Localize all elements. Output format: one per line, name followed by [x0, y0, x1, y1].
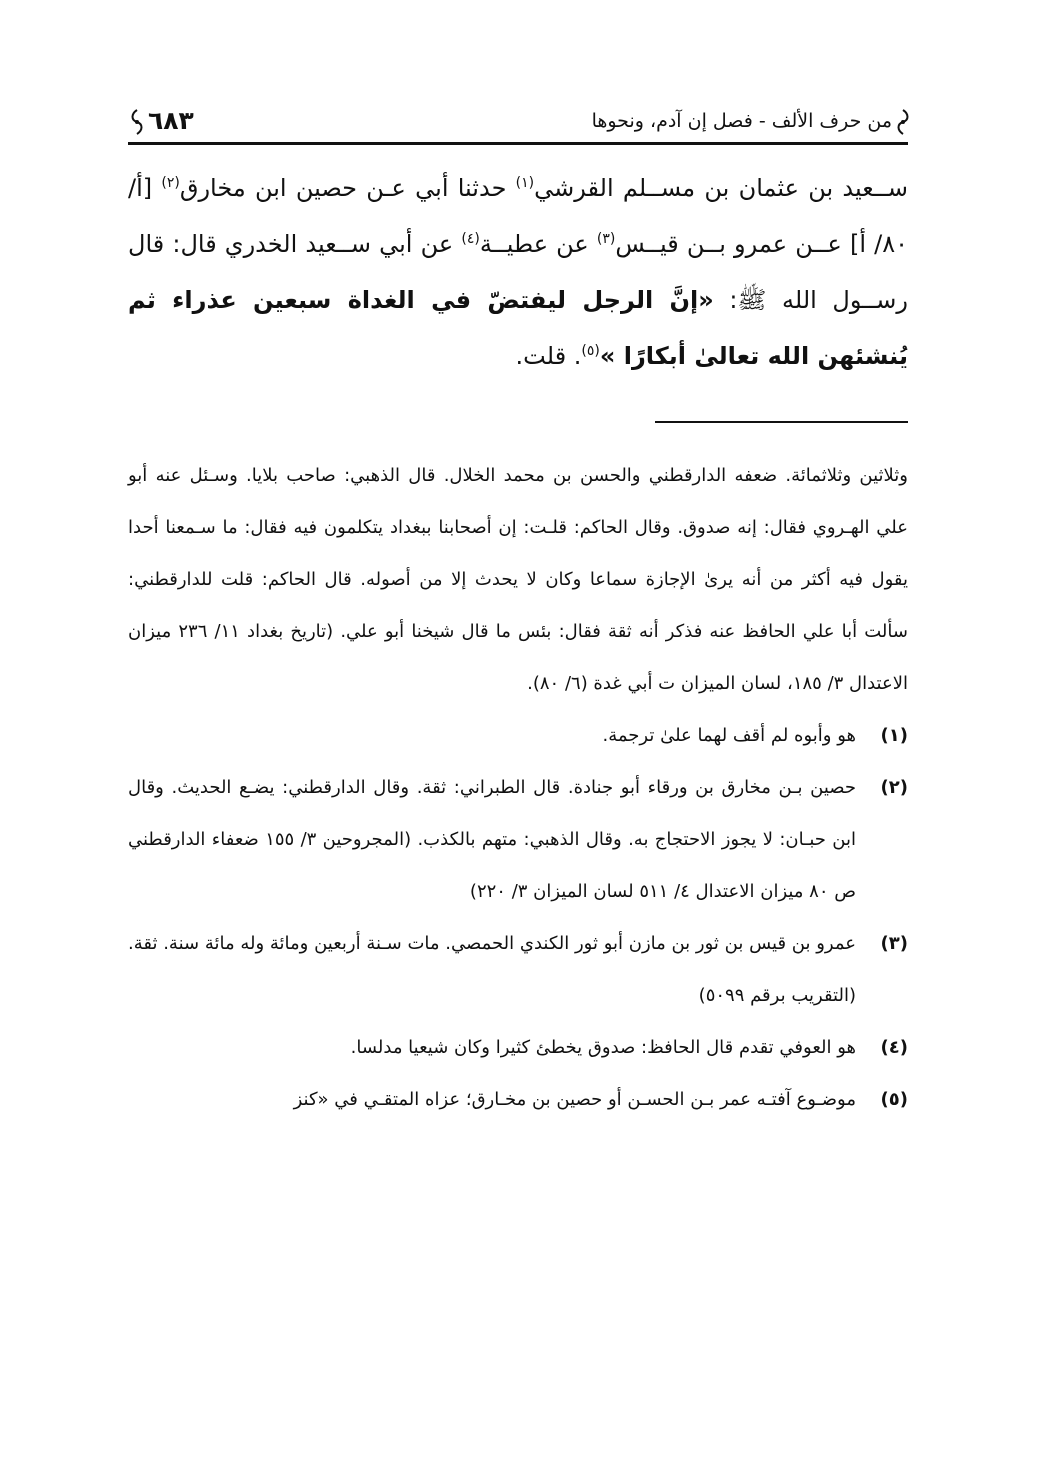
footnote-text: موضـوع آفتـه عمر بـن الحسـن أو حصين بن مخـارق؛ عزاه المتقـي في «كنز — [293, 1089, 856, 1110]
footnote-ref-1: (١) — [515, 175, 535, 191]
footnote-number: (٤) — [880, 1037, 908, 1058]
footnote-number: (٥) — [880, 1089, 908, 1110]
ornament-icon — [128, 108, 146, 136]
header-rule — [128, 142, 908, 145]
footnote-3 — [128, 918, 908, 1022]
footnote-text: حصين بـن مخارق بن ورقاء أبو جنادة. قال الطبراني: ثقة. وقال الدارقطني: يضـع الحديث. وقال ابن حبـان: لا يجوز الاحتجاج به. وقال الذهبي: متهم بالكذب. (المجروحين ٣/ ١٥٥ ضعفاء الدارقطني ص ٨٠ ميزان الاعتدال ٤/ ٥١١ لسان الميزان ٣/ ٢٢٠) — [128, 777, 856, 902]
footnote-ref-5: (٥) — [581, 343, 600, 359]
ornament-icon — [894, 108, 912, 136]
footnote-divider — [655, 421, 908, 423]
main-paragraph: ســعيد بن عثمان بن مســلم القرشي$^{(١)}$ حدثنا أبي عـن حصين ابن مخارق$^{(٢)}$ [أ/ ٨٠/ أ] عــن عمرو بــن قيــس$^{(٣)}$ عن عطيــة$^{(٤)}$ عن أبي ســعيد الخدري قال: قال رســول الله ﷺ: «إنَّ الرجل ليفتضّ في الغداة سبعين عذراء ثم يُنشئهن الله تعالىٰ أبكارًا »$^{(٥)}$. قلت. — [128, 174, 909, 370]
footnote-number: (١) — [880, 725, 908, 746]
main-text — [128, 160, 908, 384]
footnote-number: (٢) — [880, 777, 908, 798]
footnote-text: هو وأبوه لم أقف لهما علىٰ ترجمة. — [602, 725, 856, 746]
page-number: ٦٨٣ — [148, 106, 194, 135]
header-title: من حرف الألف - فصل إن آدم، ونحوها — [591, 110, 892, 132]
footnote-number: (٣) — [880, 933, 908, 954]
footnote-5 — [128, 1074, 908, 1126]
footnote-text: هو العوفي تقدم قال الحافظ: صدوق يخطئ كثيرا وكان شيعيا مدلسا. — [350, 1037, 856, 1058]
footnote-1 — [128, 710, 908, 762]
footnote-ref-2: (٢) — [161, 175, 180, 191]
footnote-continuation: وثلاثين وثلاثمائة. ضعفه الدارقطني والحسن بن محمد الخلال. قال الذهبي: صاحب بلايا. وسـئل عنه أبو علي الهـروي فقال: إنه صدوق. وقال الحاكم: قلـت: إن أصحابنا ببغداد يتكلمون فيه فقال: ما سـمعنا أحدا يقول فيه أكثر من أنه يرىٰ الإجازة سماعا وكان لا يحدث إلا من أصوله. قال الحاكم: قلت للدارقطني: سألت أبا علي الحافظ عنه فذكر أنه ثقة فقال: بئس ما قال شيخنا أبو علي. (تاريخ بغداد ١١/ ٢٣٦ ميزان الاعتدال ٣/ ١٨٥، لسان الميزان ت أبي غدة (٦/ ٨٠). — [128, 465, 908, 694]
footnote-ref-4: (٤) — [461, 231, 480, 247]
hadith-text: «إنَّ الرجل ليفتضّ في الغداة سبعين عذراء ثم يُنشئهن الله تعالىٰ أبكارًا » — [128, 286, 908, 370]
running-header — [128, 104, 908, 144]
footnotes — [128, 450, 908, 1126]
footnote-ref-3: (٣) — [596, 231, 616, 247]
footnote-text: عمرو بن قيس بن ثور بن مازن أبو ثور الكندي الحمصي. مات سـنة أربعين ومائة وله مائة سنة. ثقة. (التقريب برقم ٥٠٩٩) — [128, 933, 856, 1006]
footnote-2 — [128, 762, 908, 918]
footnote-4 — [128, 1022, 908, 1074]
